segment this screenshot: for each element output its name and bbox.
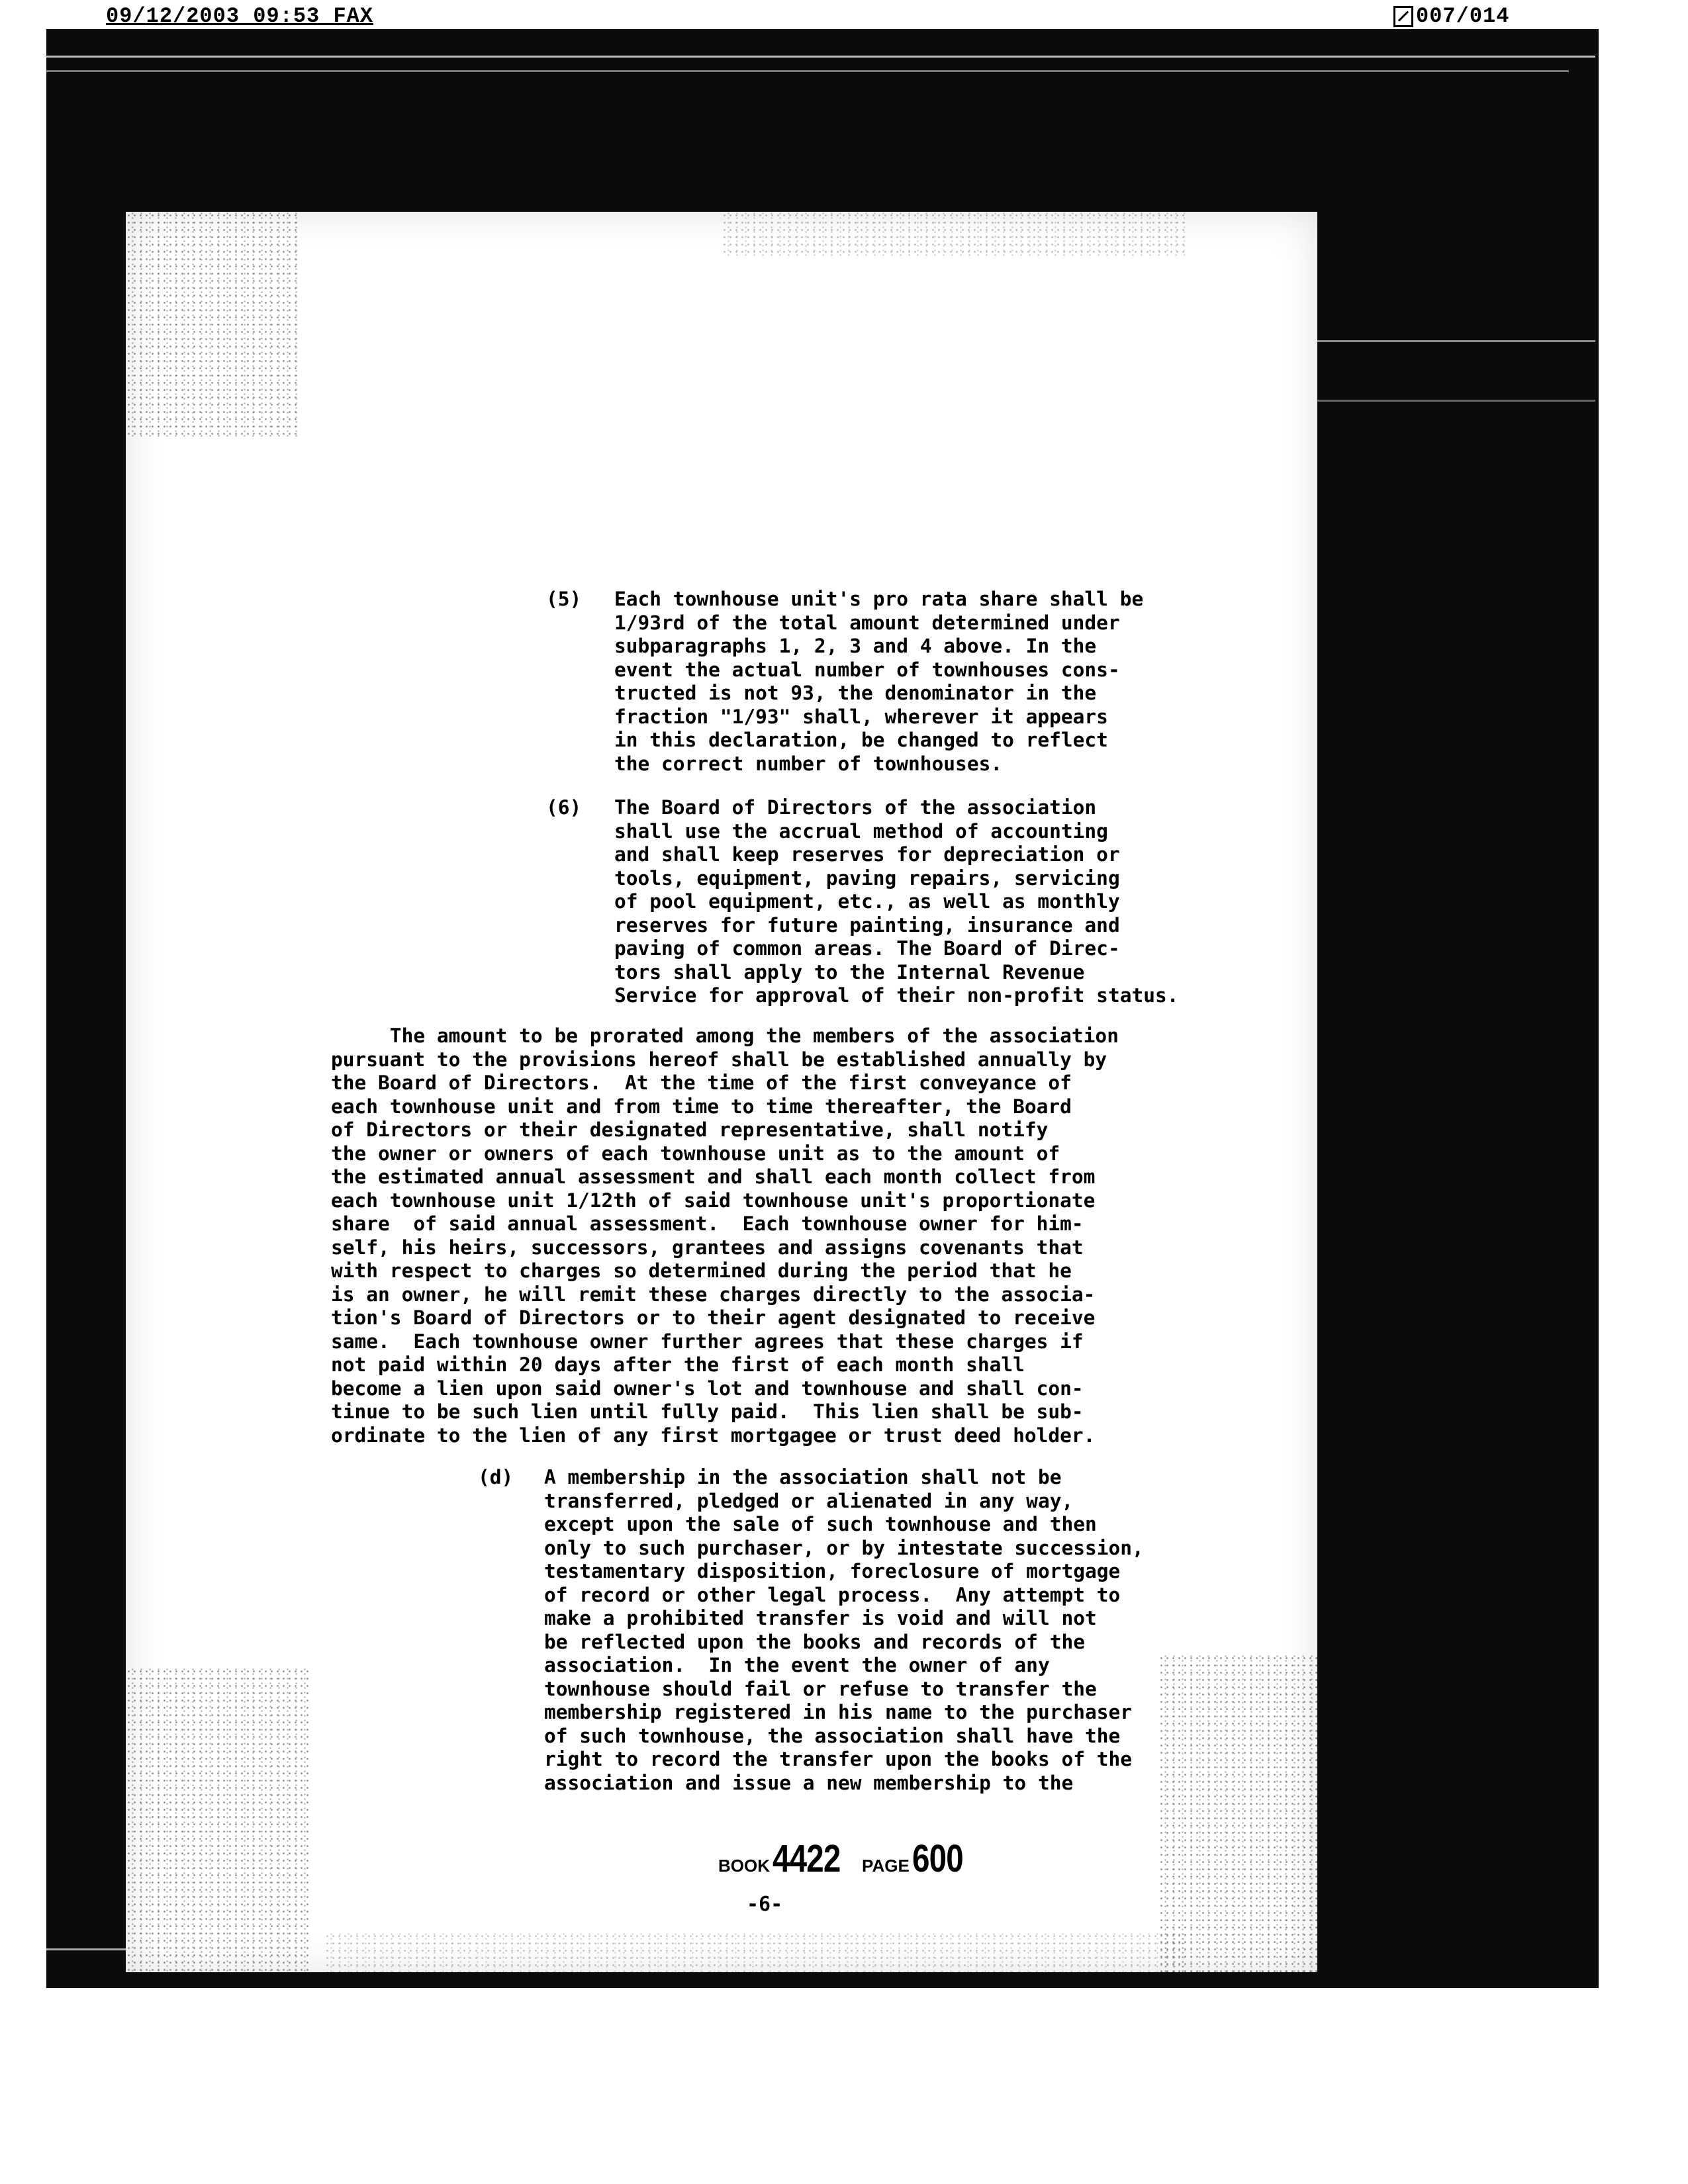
text-line: transferred, pledged or alienated in any way, bbox=[544, 1489, 1074, 1512]
text-line: A membership in the association shall not be bbox=[544, 1466, 1062, 1488]
book-page-stamp bbox=[718, 1837, 983, 1889]
fax-page-counter-wrap bbox=[1393, 4, 1509, 28]
item-5-text bbox=[614, 588, 1143, 776]
text-line: The Board of Directors of the association bbox=[614, 796, 1097, 819]
assessment-paragraph bbox=[331, 1024, 1119, 1447]
text-line: is an owner, he will remit these charges directly to the associa- bbox=[331, 1283, 1096, 1306]
scan-noise bbox=[126, 212, 298, 437]
text-line: 1/93rd of the total amount determined under bbox=[614, 611, 1120, 634]
text-line: of Directors or their designated representative, shall notify bbox=[331, 1118, 1049, 1141]
fax-datetime: 09/12/2003 09:53 FAX bbox=[106, 4, 374, 28]
scan-streak bbox=[1304, 400, 1595, 402]
text-line: the owner or owners of each townhouse unit as to the amount of bbox=[331, 1142, 1060, 1165]
text-line: share of said annual assessment. Each townhouse owner for him- bbox=[331, 1212, 1084, 1235]
text-line: self, his heirs, successors, grantees and assigns covenants that bbox=[331, 1236, 1084, 1259]
page-number: -6- bbox=[747, 1893, 783, 1916]
text-line: event the actual number of townhouses cons- bbox=[614, 658, 1120, 681]
scan-noise bbox=[722, 212, 1185, 258]
item-d-text bbox=[544, 1466, 1144, 1795]
book-label: BOOK bbox=[718, 1856, 770, 1876]
item-5-marker: (5) bbox=[546, 588, 582, 610]
text-line: fraction "1/93" shall, wherever it appears bbox=[614, 705, 1108, 728]
text-line: make a prohibited transfer is void and will not bbox=[544, 1607, 1097, 1629]
text-line: The amount to be prorated among the members of the association bbox=[331, 1024, 1119, 1047]
text-line: the estimated annual assessment and shall each month collect from bbox=[331, 1165, 1096, 1188]
text-line: each townhouse unit 1/12th of said townhouse unit's proportionate bbox=[331, 1189, 1096, 1212]
text-line: Each townhouse unit's pro rata share shall be bbox=[614, 588, 1144, 610]
scan-streak bbox=[46, 56, 1595, 58]
text-line: only to such purchaser, or by intestate succession, bbox=[544, 1536, 1144, 1559]
fax-page-counter: 007/014 bbox=[1416, 4, 1510, 28]
text-line: tinue to be such lien until fully paid. This lien shall be sub- bbox=[331, 1400, 1084, 1423]
text-line: reserves for future painting, insurance and bbox=[614, 913, 1120, 936]
item-d-marker: (d) bbox=[478, 1466, 514, 1488]
text-line: of record or other legal process. Any attempt to bbox=[544, 1583, 1121, 1606]
text-line: in this declaration, be changed to reflect bbox=[614, 729, 1108, 751]
text-line: each townhouse unit and from time to time thereafter, the Board bbox=[331, 1095, 1072, 1118]
text-line: same. Each townhouse owner further agrees that these charges if bbox=[331, 1330, 1084, 1353]
text-line: right to record the transfer upon the books of the bbox=[544, 1748, 1133, 1770]
scan-streak bbox=[46, 70, 1569, 72]
item-6-marker: (6) bbox=[546, 796, 582, 819]
text-line: membership registered in his name to the purchaser bbox=[544, 1701, 1133, 1723]
text-line: townhouse should fail or refuse to transfer the bbox=[544, 1677, 1097, 1700]
text-line: Service for approval of their non-profit status. bbox=[614, 984, 1179, 1007]
stamp-page-number: 600 bbox=[912, 1837, 963, 1880]
text-line: ordinate to the lien of any first mortgagee or trust deed holder. bbox=[331, 1424, 1096, 1447]
item-6-text bbox=[614, 796, 1179, 1008]
text-line: be reflected upon the books and records of the bbox=[544, 1630, 1085, 1653]
text-line: tion's Board of Directors or to their agent designated to receive bbox=[331, 1306, 1096, 1329]
text-line: become a lien upon said owner's lot and townhouse and shall con- bbox=[331, 1377, 1084, 1400]
text-line: tructed is not 93, the denominator in the bbox=[614, 682, 1097, 704]
text-line: testamentary disposition, foreclosure of mortgage bbox=[544, 1560, 1121, 1582]
page-label: PAGE bbox=[862, 1856, 910, 1876]
text-line: of pool equipment, etc., as well as monthly bbox=[614, 890, 1120, 913]
book-number: 4422 bbox=[773, 1837, 841, 1880]
scan-noise bbox=[324, 1933, 1185, 1972]
text-line: tors shall apply to the Internal Revenue bbox=[614, 960, 1085, 983]
text-line: the Board of Directors. At the time of the first conveyance of bbox=[331, 1071, 1072, 1094]
fax-checkbox-icon bbox=[1393, 6, 1413, 27]
text-line: except upon the sale of such townhouse and then bbox=[544, 1513, 1097, 1535]
text-line: not paid within 20 days after the first of each month shall bbox=[331, 1353, 1025, 1376]
text-line: association and issue a new membership to the bbox=[544, 1771, 1074, 1794]
scan-noise bbox=[1158, 1655, 1317, 1972]
text-line: subparagraphs 1, 2, 3 and 4 above. In the bbox=[614, 635, 1097, 657]
text-line: association. In the event the owner of any bbox=[544, 1654, 1050, 1676]
text-line: and shall keep reserves for depreciation or bbox=[614, 843, 1120, 866]
scan-streak bbox=[1291, 340, 1595, 342]
text-line: the correct number of townhouses. bbox=[614, 752, 1003, 775]
text-line: paving of common areas. The Board of Direc- bbox=[614, 937, 1120, 960]
text-line: pursuant to the provisions hereof shall be established annually by bbox=[331, 1048, 1107, 1071]
text-line: of such townhouse, the association shall have the bbox=[544, 1724, 1121, 1747]
text-line: with respect to charges so determined during the period that he bbox=[331, 1259, 1072, 1282]
text-line: tools, equipment, paving repairs, servicing bbox=[614, 866, 1120, 889]
scan-noise bbox=[126, 1668, 311, 1972]
text-line: shall use the accrual method of accounting bbox=[614, 819, 1108, 842]
